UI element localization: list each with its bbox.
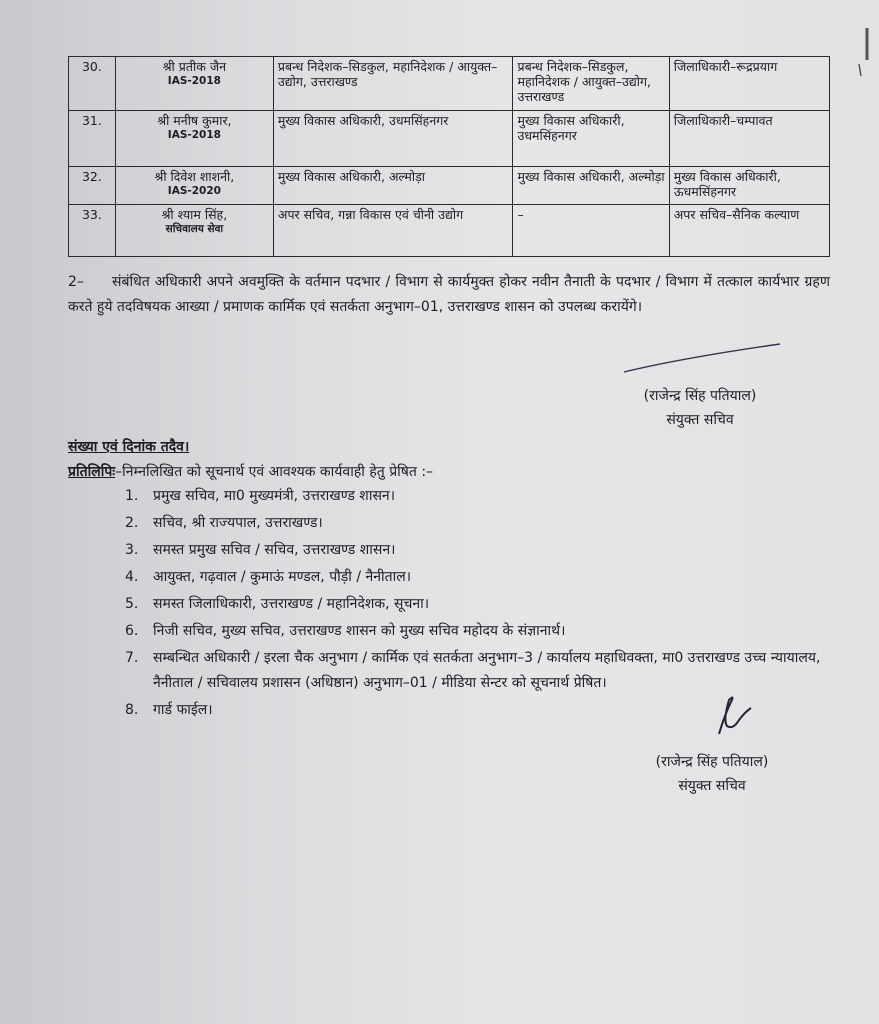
officer-cell <box>115 57 273 111</box>
list-item: 6. निजी सचिव, मुख्य सचिव, उत्तराखण्ड शासन को मुख्य सचिव महोदय के संज्ञानार्थ। <box>125 623 566 639</box>
posting-table <box>68 56 830 257</box>
signature-block <box>612 750 812 798</box>
signatory-name: (राजेन्द्र सिंह पतियाल) <box>655 754 769 770</box>
copy-label: प्रतिलिपिः <box>68 464 116 480</box>
relieved-post: – <box>513 205 669 257</box>
reference-line: संख्या एवं दिनांक तदैव। <box>68 439 190 455</box>
table-row <box>69 167 830 205</box>
current-post: मुख्य विकास अधिकारी, अल्मोड़ा <box>273 167 513 205</box>
copy-text: –निम्नलिखित को सूचनार्थ एवं आवश्यक कार्यवाही हेतु प्रेषित :– <box>115 464 434 480</box>
new-post: अपर सचिव–सैनिक कल्याण <box>669 205 829 257</box>
officer-cell <box>115 205 273 257</box>
new-post: जिलाधिकारी–चम्पावत <box>669 111 829 167</box>
officer-service: IAS-2018 <box>167 75 221 87</box>
new-post: मुख्य विकास अधिकारी, ऊधमसिंहनगर <box>669 167 829 205</box>
copy-to-heading <box>68 460 433 485</box>
new-post: जिलाधिकारी–रूद्रप्रयाग <box>669 57 829 111</box>
list-item: 8. गार्ड फाईल। <box>125 702 213 718</box>
relieved-post: मुख्य विकास अधिकारी, उधमसिंहनगर <box>513 111 669 167</box>
officer-service: सचिवालय सेवा <box>165 223 224 235</box>
serial-number: 31. <box>69 111 116 167</box>
list-item: 1. प्रमुख सचिव, मा0 मुख्यमंत्री, उत्तराखण्ड शासन। <box>125 488 395 504</box>
table-row <box>69 205 830 257</box>
current-post: अपर सचिव, गन्ना विकास एवं चीनी उद्योग <box>273 205 513 257</box>
officer-name: श्री मनीष कुमार, <box>157 113 232 128</box>
list-item: 2. सचिव, श्री राज्यपाल, उत्तराखण्ड। <box>125 515 323 531</box>
signature-block <box>600 384 800 432</box>
signatory-name: (राजेन्द्र सिंह पतियाल) <box>643 388 757 404</box>
signatory-designation: संयुक्त सचिव <box>678 778 746 794</box>
list-item: 5. समस्त जिलाधिकारी, उत्तराखण्ड / महानिदेशक, सूचना। <box>125 596 430 612</box>
relieved-post: मुख्य विकास अधिकारी, अल्मोड़ा <box>513 167 669 205</box>
table-row <box>69 57 830 111</box>
officer-service: IAS-2020 <box>167 185 221 197</box>
officer-name: श्री श्याम सिंह, <box>161 207 228 222</box>
current-post: मुख्य विकास अधिकारी, उधमसिंहनगर <box>273 111 513 167</box>
table-row <box>69 111 830 167</box>
serial-number: 30. <box>69 57 116 111</box>
copy-recipient-list <box>110 484 850 725</box>
officer-cell <box>115 167 273 205</box>
officer-name: श्री दिवेश शाशनी, <box>154 169 235 184</box>
paragraph-number: 2– <box>68 274 84 290</box>
serial-number: 32. <box>69 167 116 205</box>
signatory-designation: संयुक्त सचिव <box>666 412 734 428</box>
relieved-post: प्रबन्ध निदेशक–सिडकुल, महानिदेशक / आयुक्त–उद्योग, उत्तराखण्ड <box>513 57 669 111</box>
list-item: 3. समस्त प्रमुख सचिव / सचिव, उत्तराखण्ड शासन। <box>125 542 396 558</box>
officer-name: श्री प्रतीक जैन <box>162 59 227 74</box>
instruction-paragraph <box>68 270 830 320</box>
signature-stroke-icon <box>622 340 782 380</box>
initials-signature-icon <box>705 690 755 740</box>
page-edge-marks-icon <box>839 20 879 80</box>
serial-number: 33. <box>69 205 116 257</box>
current-post: प्रबन्ध निदेशक–सिडकुल, महानिदेशक / आयुक्त–उद्योग, उत्तराखण्ड <box>273 57 513 111</box>
list-item: 4. आयुक्त, गढ़वाल / कुमाऊं मण्डल, पौड़ी / नैनीताल। <box>125 569 412 585</box>
officer-service: IAS-2018 <box>167 129 221 141</box>
list-item: 7. सम्बन्धित अधिकारी / इरला चैक अनुभाग / कार्मिक एवं सतर्कता अनुभाग–3 / कार्यालय महाधिवक्ता, मा0 उत्तराखण्ड उच्च न्यायालय, नैनीताल / सचिवालय प्रशासन (अधिष्ठान) अनुभाग–01 / मीडिया सेन्टर को सूचनार्थ प्रेषित। <box>125 650 821 691</box>
paragraph-text: संबंधित अधिकारी अपने अवमुक्ति के वर्तमान पदभार / विभाग से कार्यमुक्त होकर नवीन तैनाती के पदभार / विभाग में तत्काल कार्यभार ग्रहण करते हुये तदविषयक आख्या / प्रमाणक कार्मिक एवं सतर्कता अनुभाग–01, उत्तराखण्ड शासन को उपलब्ध करायेंगे। <box>68 274 830 315</box>
officer-cell <box>115 111 273 167</box>
